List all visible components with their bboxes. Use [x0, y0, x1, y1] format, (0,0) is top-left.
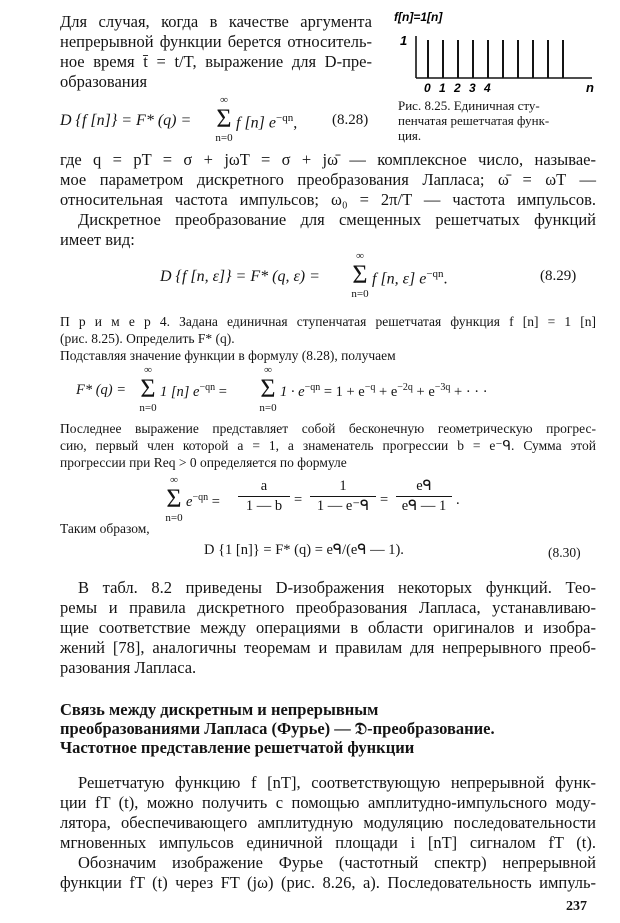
sum-lower-limit: n=0: [259, 402, 277, 414]
series-expansion: $1 \cdot e^{-qn} = 1 + e^{-q} + e^{-2q} + e^{-3q}$ + · · ·: [280, 382, 488, 400]
geo-term: $e^{-qn}$ =: [186, 492, 220, 510]
fourier-line-2: ции fT (t), можно получить с помощью амплитудно-импульсного моду-: [60, 793, 596, 812]
geo-equals-1: =: [294, 492, 303, 508]
sum-lower-limit: n=0: [139, 402, 157, 414]
series-line-2: сию, первый член которой a = 1, а знаменатель прогрессии b = e⁻ᑫ. Сумма этой: [60, 438, 596, 453]
intro-line-3: ное время t̄ = t/T, выражение для D-пре-: [60, 52, 372, 71]
example-line-3: Подставляя значение функции в формулу (8.28), получаем: [60, 348, 396, 363]
sum-sign: Σ: [166, 484, 182, 513]
intro-line-4: образования: [60, 72, 148, 91]
figure-label: f[n]=1[n]: [394, 10, 443, 24]
figure-caption-3: ция.: [398, 128, 422, 143]
sum-lower-limit: n=0: [215, 132, 233, 144]
sum-upper-limit: ∞: [170, 474, 178, 486]
equation-8-28-lhs: D {f [n]} = F* (q) =: [60, 112, 192, 129]
sum-upper-limit: ∞: [144, 364, 152, 376]
x-tick-0: 0: [424, 81, 431, 95]
sum-upper-limit: ∞: [220, 94, 228, 106]
equation-8-29-number: (8.29): [540, 268, 577, 284]
where-line-5: имеет вид:: [60, 230, 135, 249]
sum-upper-limit: ∞: [264, 364, 272, 376]
fourier-line-4: мгновенных импульсов единичной площади i [nT] сигналом fT (t).: [60, 833, 596, 852]
figure-y-tick: 1: [400, 33, 408, 48]
example-line-1: П р и м е р 4. Задана единичная ступенчатая решетчатая функция f [n] = 1 [n]: [60, 314, 596, 329]
fourier-line-5: Обозначим изображение Фурье (частотный спектр) непрерывной: [78, 853, 596, 872]
table-line-1: В табл. 8.2 приведены D-изображения некоторых функций. Тео-: [78, 578, 596, 597]
sum-sign: Σ: [140, 374, 156, 403]
figure-x-axis-label: n: [586, 80, 594, 95]
sum-sign: Σ: [216, 104, 232, 133]
where-line-3: относительная частота импульсов; ω₀ = 2π/T — частота импульсов.: [60, 190, 596, 209]
where-line-2: мое параметром дискретного преобразования Лапласа; ω̄ = ωT —: [60, 170, 596, 189]
equation-8-28-number: (8.28): [332, 112, 369, 128]
figure-caption-1: Рис. 8.25. Единичная сту-: [398, 98, 540, 113]
geo-sum: [162, 474, 186, 524]
equation-8-29-rhs: f [n, ε] $e^{-qn}$.: [372, 268, 448, 288]
page-number: 237: [566, 899, 587, 914]
series-line-1: Последнее выражение представляет собой бесконечную геометрическую прогрес-: [60, 421, 596, 436]
equation-8-29-sum: [348, 250, 372, 300]
where-line-4: Дискретное преобразование для смещенных решетчатых функций: [78, 210, 596, 229]
table-line-4: жений [78], аналогичны теоремам и правилам для непрерывного преоб-: [60, 638, 596, 657]
sum-lower-limit: n=0: [351, 288, 369, 300]
equation-8-28-sum: [212, 94, 236, 144]
x-tick-4: 4: [484, 81, 491, 95]
section-heading-1: Связь между дискретным и непрерывным: [60, 700, 379, 719]
equation-8-28-rhs: f [n] $e^{-qn}$,: [236, 112, 298, 132]
table-line-5: разования Лапласа.: [60, 658, 197, 677]
geo-fraction-2: 1 1 — e⁻ᑫ: [310, 478, 376, 515]
series-sum-2: [256, 364, 280, 414]
geo-end: .: [456, 492, 460, 508]
fourier-line-6: функции fT (t) через FT (jω) (рис. 8.26, a). Последовательность импуль-: [60, 873, 596, 892]
sum-sign: Σ: [260, 374, 276, 403]
fourier-line-1: Решетчатую функцию f [nT], соответствующую непрерывной функ-: [78, 773, 596, 792]
fourier-line-3: лятора, обеспечивающего амплитудную модуляцию последовательности: [60, 813, 596, 832]
geo-equals-2: =: [380, 492, 389, 508]
table-line-3: щие соответствие между операциями в области оригиналов и изобра-: [60, 618, 596, 637]
geo-fraction-3: eᑫ eᑫ — 1: [396, 478, 452, 515]
sum-sign: Σ: [352, 260, 368, 289]
where-line-1: где q = pT = σ + jωT = σ + jω̄ — комплексное число, называе-: [60, 150, 596, 169]
sum-upper-limit: ∞: [356, 250, 364, 262]
table-line-2: ремы и правила дискретного преобразования Лапласа, устанавливаю-: [60, 598, 596, 617]
equation-8-30-number: (8.30): [548, 545, 581, 560]
figure-8-25: [392, 8, 602, 100]
intro-line-1: Для случая, когда в качестве аргумента: [60, 12, 372, 31]
figure-caption-2: пенчатая решетчатая функ-: [398, 113, 550, 128]
x-tick-1: 1: [439, 81, 446, 95]
section-heading-3: Частотное представление решетчатой функции: [60, 738, 415, 757]
series-term-1: 1 [n] $e^{-qn}$ =: [160, 382, 227, 400]
series-sum-1: [136, 364, 160, 414]
series-line-3: прогрессии при Req > 0 определяется по формуле: [60, 455, 347, 470]
equation-8-30: D {1 [n]} = F* (q) = eᑫ/(eᑫ — 1).: [204, 542, 404, 558]
section-heading-2: преобразованиями Лапласа (Фурье) — 𝔇-преобразование.: [60, 719, 495, 738]
example-line-2: (рис. 8.25). Определить F* (q).: [60, 331, 235, 346]
sum-lower-limit: n=0: [165, 512, 183, 524]
x-tick-2: 2: [454, 81, 461, 95]
intro-line-2: непрерывной функции берется относитель-: [60, 32, 372, 51]
equation-8-29-lhs: D {f [n, ε]} = F* (q, ε) =: [160, 268, 320, 285]
thus-text: Таким образом,: [60, 521, 150, 536]
figure-impulses: [428, 40, 563, 78]
figure-x-ticks: [424, 81, 491, 95]
series-lhs: F* (q) =: [76, 382, 127, 398]
geo-fraction-1: a 1 — b: [238, 478, 290, 515]
x-tick-3: 3: [469, 81, 476, 95]
